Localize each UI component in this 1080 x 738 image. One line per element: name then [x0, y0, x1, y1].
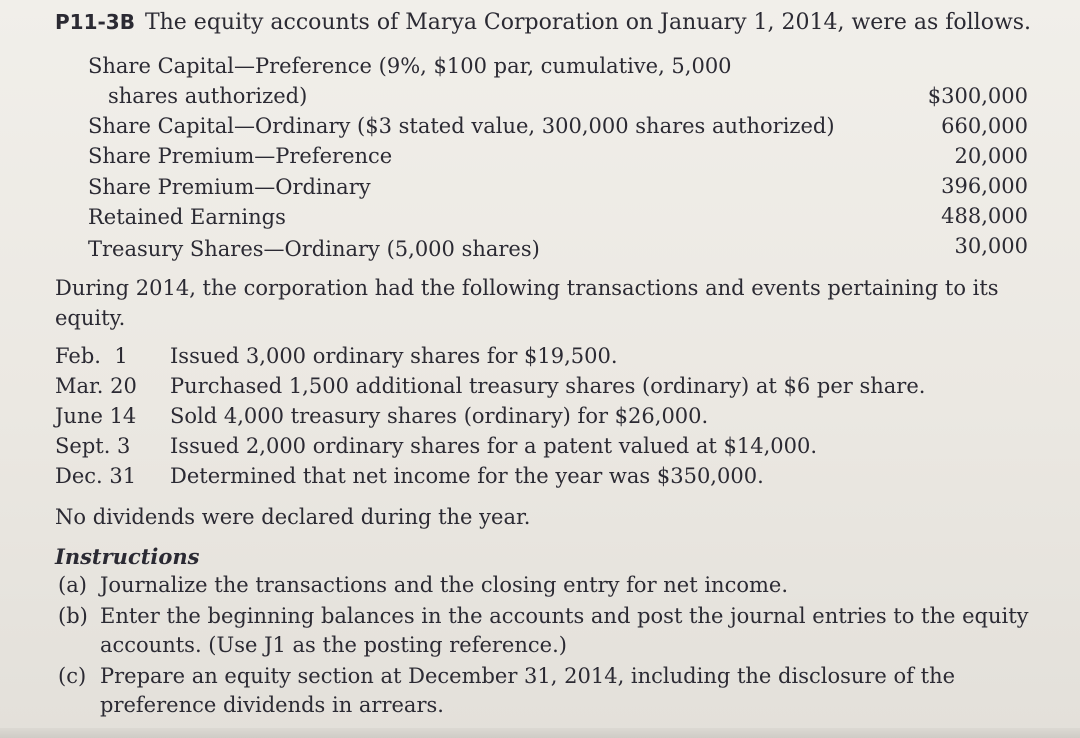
account-name: Share Premium—Ordinary [88, 175, 371, 199]
account-name: Share Premium—Preference [88, 144, 393, 168]
instruction-text-continued: accounts. (Use J1 as the posting reference.) [100, 633, 567, 657]
problem-id: P11-3B [55, 10, 135, 34]
account-amount: 488,000 [941, 204, 1028, 228]
instruction-text: Enter the beginning balances in the accounts and post the journal entries to the equity [100, 604, 1029, 628]
page-bottom-shadow [0, 728, 1080, 738]
account-amount: $300,000 [927, 84, 1028, 108]
instruction-label: (a) [58, 573, 87, 597]
transaction-date: Mar. 20 [55, 374, 137, 398]
transaction-date: Feb. 1 [55, 344, 128, 368]
account-amount: 396,000 [941, 174, 1028, 198]
account-amount: 20,000 [954, 144, 1028, 168]
account-name: Retained Earnings [88, 205, 286, 229]
problem-header [55, 10, 1031, 35]
account-amount: 30,000 [954, 234, 1028, 258]
account-name: Treasury Shares—Ordinary (5,000 shares) [88, 237, 540, 261]
transaction-date: Sept. 3 [55, 434, 131, 458]
account-name: Share Capital—Preference (9%, $100 par, cumulative, 5,000 [88, 54, 732, 78]
instruction-text: Prepare an equity section at December 31, 2014, including the disclosure of the [100, 664, 956, 688]
instruction-text-continued: preference dividends in arrears. [100, 693, 444, 717]
problem-intro: The equity accounts of Marya Corporation on January 1, 2014, were as follows. [144, 10, 1032, 35]
instruction-text: Journalize the transactions and the closing entry for net income. [100, 573, 789, 597]
transaction-date: June 14 [55, 404, 137, 428]
instruction-label: (c) [58, 664, 87, 688]
transaction-text: Purchased 1,500 additional treasury shares (ordinary) at $6 per share. [170, 374, 926, 398]
account-amount: 660,000 [941, 114, 1028, 138]
transaction-text: Issued 3,000 ordinary shares for $19,500. [170, 344, 618, 368]
transaction-text: Issued 2,000 ordinary shares for a patent valued at $14,000. [170, 434, 818, 458]
during-paragraph-line2: equity. [55, 306, 126, 330]
no-dividends-note: No dividends were declared during the year. [55, 505, 531, 529]
instructions-heading: Instructions [55, 544, 200, 569]
transaction-text: Sold 4,000 treasury shares (ordinary) for $26,000. [170, 404, 709, 428]
transaction-text: Determined that net income for the year was $350,000. [170, 464, 764, 488]
transaction-date: Dec. 31 [55, 464, 137, 488]
instruction-label: (b) [58, 604, 88, 628]
during-paragraph-line1: During 2014, the corporation had the following transactions and events pertaining to its [55, 276, 999, 300]
account-name-continued: shares authorized) [108, 84, 308, 108]
account-name: Share Capital—Ordinary ($3 stated value, 300,000 shares authorized) [88, 114, 835, 138]
